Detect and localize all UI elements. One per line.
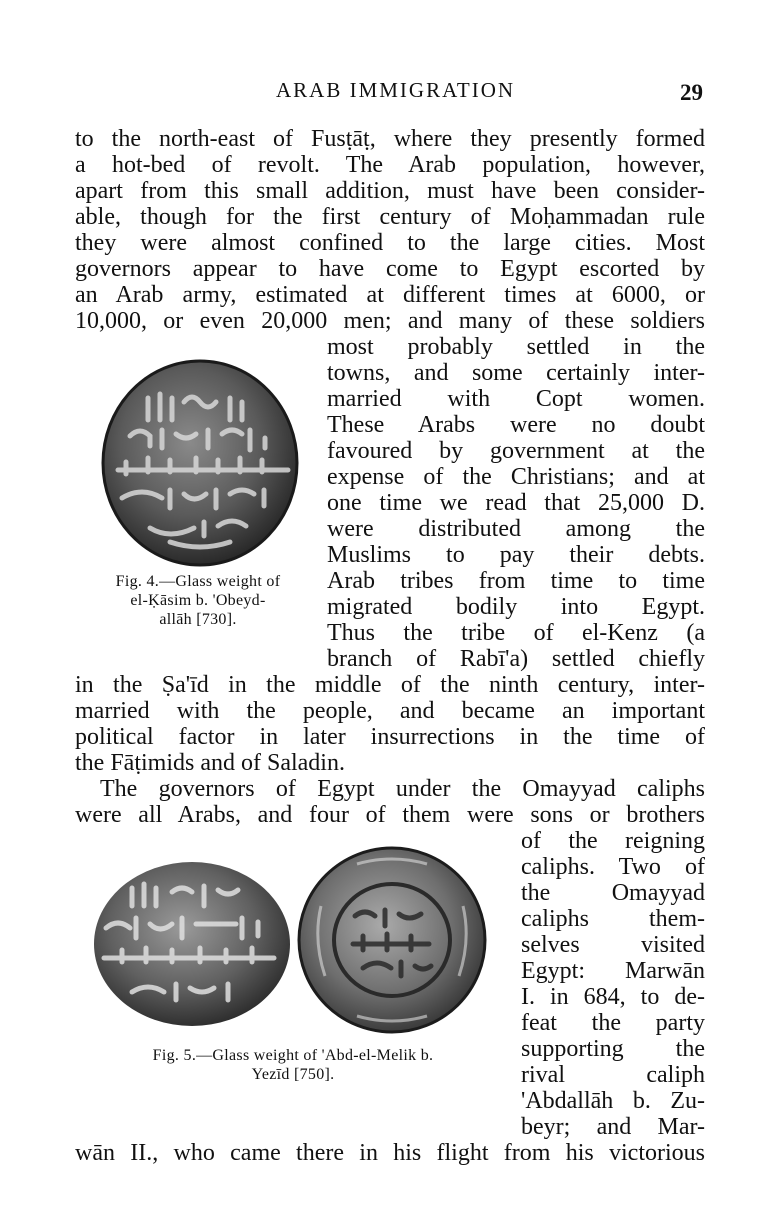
text-line: I. in 684, to de- bbox=[521, 984, 705, 1010]
text-line: apart from this small addition, must have been consider- bbox=[75, 178, 705, 204]
figure-4-coin-image bbox=[100, 358, 300, 568]
text-line: branch of Rabī'a) settled chiefly bbox=[327, 646, 705, 672]
text-line: wān II., who came there in his flight from his victorious bbox=[75, 1140, 705, 1166]
text-line: the Omayyad bbox=[521, 880, 705, 906]
text-line: rival caliph bbox=[521, 1062, 705, 1088]
text-line: the Fāṭimids and of Saladin. bbox=[75, 750, 345, 776]
text-line: married with Copt women. bbox=[327, 386, 705, 412]
text-line: These Arabs were no doubt bbox=[327, 412, 705, 438]
text-line: to the north-east of Fusṭāṭ, where they presently formed bbox=[75, 126, 705, 152]
text-line: 10,000, or even 20,000 men; and many of these soldiers bbox=[75, 308, 705, 334]
text-line: most probably settled in the bbox=[327, 334, 705, 360]
figure-5-caption bbox=[98, 1046, 488, 1084]
text-line: a hot-bed of revolt. The Arab population, however, bbox=[75, 152, 705, 178]
caption-line: allāh [730]. bbox=[159, 611, 237, 628]
figure-4-caption bbox=[78, 572, 318, 629]
text-line: selves visited bbox=[521, 932, 705, 958]
text-line: caliphs them- bbox=[521, 906, 705, 932]
text-line: married with the people, and became an important bbox=[75, 698, 705, 724]
page-number: 29 bbox=[680, 80, 703, 105]
text-line: 'Abdallāh b. Zu- bbox=[521, 1088, 705, 1114]
text-line: Egypt: Marwān bbox=[521, 958, 705, 984]
text-line: caliphs. Two of bbox=[521, 854, 705, 880]
text-line: of the reigning bbox=[521, 828, 705, 854]
text-line: Thus the tribe of el-Kenz (a bbox=[327, 620, 705, 646]
text-line: feat the party bbox=[521, 1010, 705, 1036]
caption-line: Fig. 4.—Glass weight of bbox=[115, 573, 281, 590]
text-line: beyr; and Mar- bbox=[521, 1114, 705, 1140]
text-line: in the Ṣa'īd in the middle of the ninth century, inter- bbox=[75, 672, 705, 698]
page-header bbox=[0, 78, 780, 108]
text-line: expense of the Christians; and at bbox=[327, 464, 705, 490]
text-line: The governors of Egypt under the Omayyad caliphs bbox=[100, 776, 705, 802]
text-line: were distributed among the bbox=[327, 516, 705, 542]
text-line: political factor in later insurrections in the time of bbox=[75, 724, 705, 750]
caption-line: Yezīd [750]. bbox=[251, 1066, 335, 1083]
text-line: favoured by government at the bbox=[327, 438, 705, 464]
text-line: supporting the bbox=[521, 1036, 705, 1062]
running-head: ARAB IMMIGRATION bbox=[276, 78, 516, 102]
text-line: Muslims to pay their debts. bbox=[327, 542, 705, 568]
caption-line: Fig. 5.—Glass weight of 'Abd-el-Melik b. bbox=[152, 1047, 434, 1064]
text-line: Arab tribes from time to time bbox=[327, 568, 705, 594]
figure-5-coin-right-image bbox=[297, 846, 487, 1034]
text-line: they were almost confined to the large cities. Most bbox=[75, 230, 705, 256]
caption-line: el-Ḳāsim b. 'Obeyd- bbox=[130, 592, 266, 609]
text-line: governors appear to have come to Egypt escorted by bbox=[75, 256, 705, 282]
figure-5-coin-left-image bbox=[92, 858, 292, 1028]
text-line: able, though for the first century of Moḥammadan rule bbox=[75, 204, 705, 230]
text-line: were all Arabs, and four of them were sons or brothers bbox=[75, 802, 705, 828]
text-line: migrated bodily into Egypt. bbox=[327, 594, 705, 620]
text-line: towns, and some certainly inter- bbox=[327, 360, 705, 386]
text-line: one time we read that 25,000 D. bbox=[327, 490, 705, 516]
text-line: an Arab army, estimated at different times at 6000, or bbox=[75, 282, 705, 308]
